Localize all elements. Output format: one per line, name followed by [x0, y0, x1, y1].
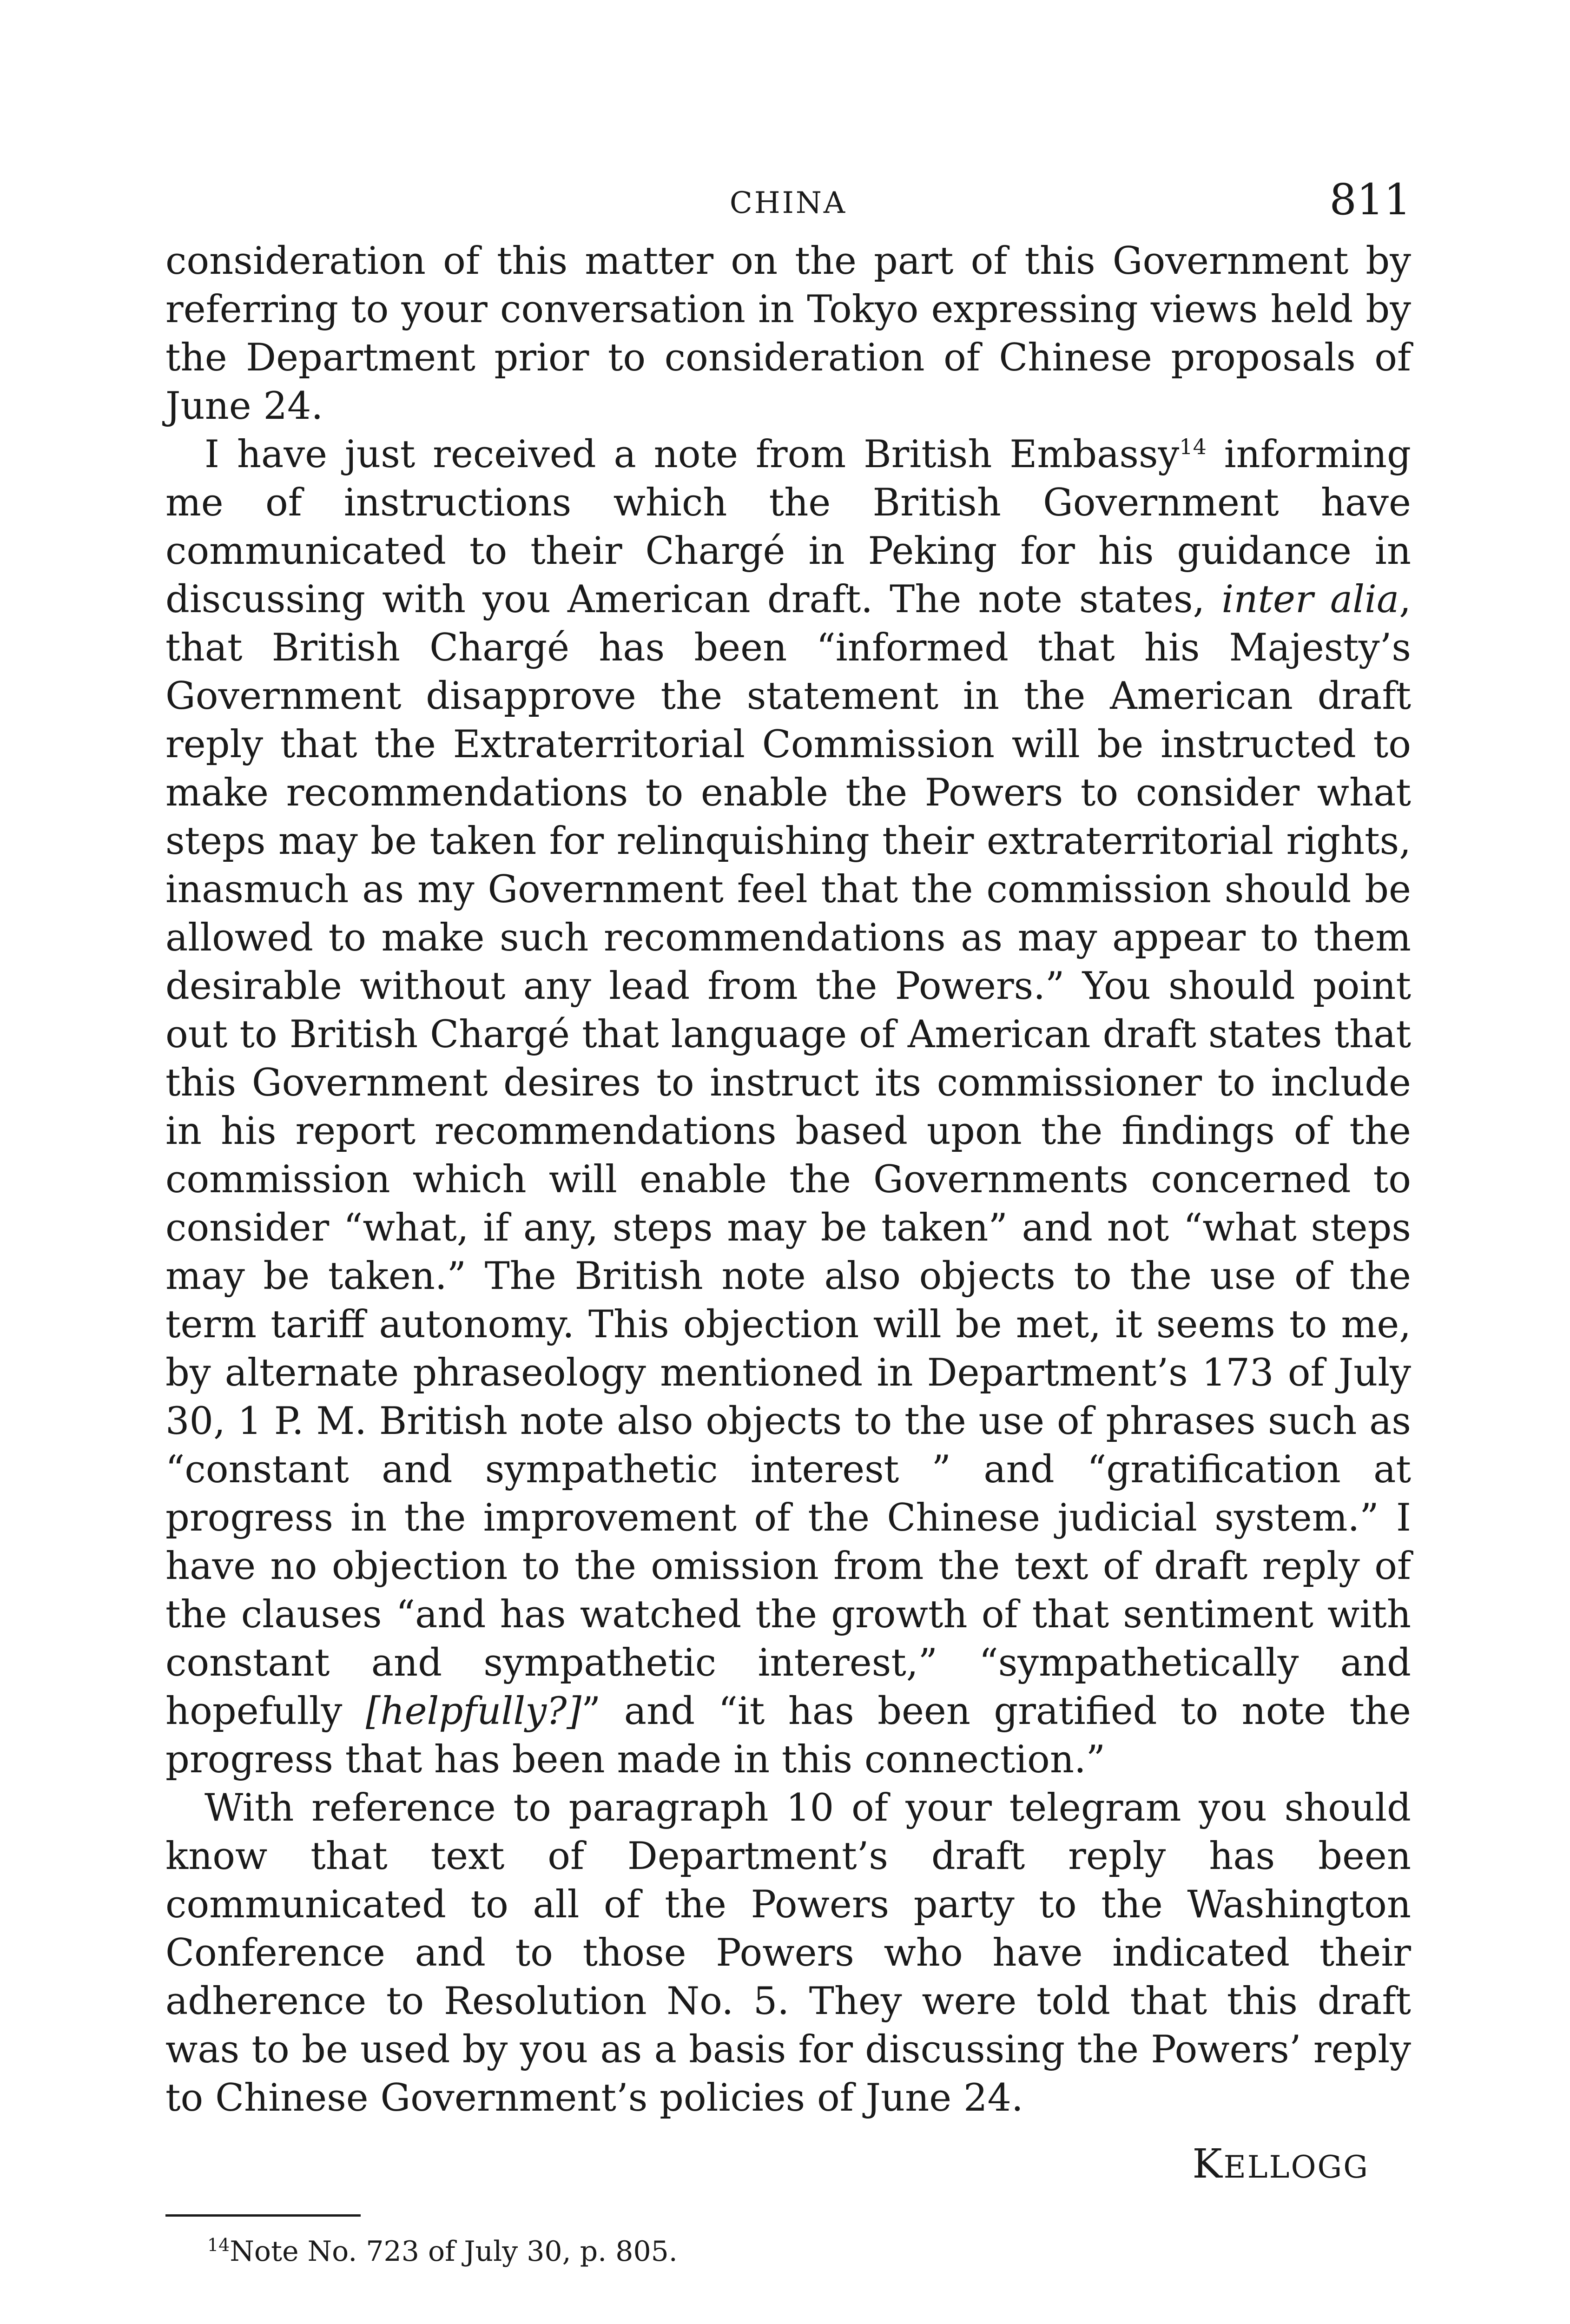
signature-initial: K [1192, 2141, 1224, 2187]
signature-rest: ELLOGG [1223, 2149, 1369, 2185]
footnote-reference: 14 [1179, 434, 1207, 459]
italic-phrase: inter alia [1221, 578, 1399, 621]
paragraph-text: With reference to paragraph 10 of your telegram you should know that text of Department’s draft reply has been communicated to all of the Powers party to the Washington Conference and to those Powers who have indicated their adherence to Resolution No. 5. They were told that this draft was to be used by you as a basis for discussing the Powers’ reply to Chinese Government’s policies of June 24. [165, 1786, 1411, 2120]
paragraph-reference [165, 1784, 1411, 2122]
paragraph-text: informing me of instructions which the British Government have communicated to their Chargé in Peking for his guidance in discussing with you American draft. The note states, [165, 433, 1411, 621]
signature [165, 2141, 1369, 2187]
footnote-text: Note No. 723 of July 30, p. 805. [230, 2235, 678, 2268]
footnote-mark: 14 [207, 2235, 230, 2255]
body-text [165, 237, 1411, 2122]
page-number: 811 [1329, 175, 1411, 224]
editorial-insertion: [helpfully?] [365, 1690, 582, 1733]
paragraph-text: ” and “it has been gratified to note the progress that has been made in this connection.” [165, 1690, 1411, 1782]
paragraph-text: I have just received a note from British Embassy [204, 433, 1180, 476]
footnote-divider [165, 2214, 361, 2217]
paragraph-text: , that British Chargé has been “informed that his Majesty’s Government disapprove the statement in the American draft reply that the Extraterritorial Commission will be instructed to make recommendations to enable the Powers to consider what steps may be taken for relinquishing their extraterritorial rights, inasmuch as my Government feel that the commission should be allowed to make such recommendations as may appear to them desirable without any lead from the Powers.” You should point out to British Chargé that language of American draft states that this Government desires to instruct its commissioner to include in his report recommendations based upon the findings of the commission which will enable the Governments concerned to consider “what, if any, steps may be taken” and not “what steps may be taken.” The British note also objects to the use of the term tariff autonomy. This objection will be met, it seems to me, by alternate phraseology mentioned in Department’s 173 of July 30, 1 P. M. British note also objects to the use of phrases such as “constant and sympathetic interest ” and “gratification at progress in the improvement of the Chinese judicial system.” I have no objection to the omission from the text of draft reply of the clauses “and has watched the growth of that sentiment with constant and sympathetic interest,” “sympathetically and hopefully [165, 578, 1412, 1733]
document-page [165, 177, 1411, 2268]
paragraph-british-note [165, 430, 1411, 1784]
paragraph-continued [165, 237, 1411, 430]
running-title: CHINA [729, 186, 847, 220]
paragraph-text: consideration of this matter on the part of this Government by referring to your conversation in Tokyo expressing views held by the Department prior to consideration of Chinese proposals of June 24. [165, 239, 1411, 428]
running-head [165, 177, 1411, 232]
footnote [207, 2235, 1411, 2268]
